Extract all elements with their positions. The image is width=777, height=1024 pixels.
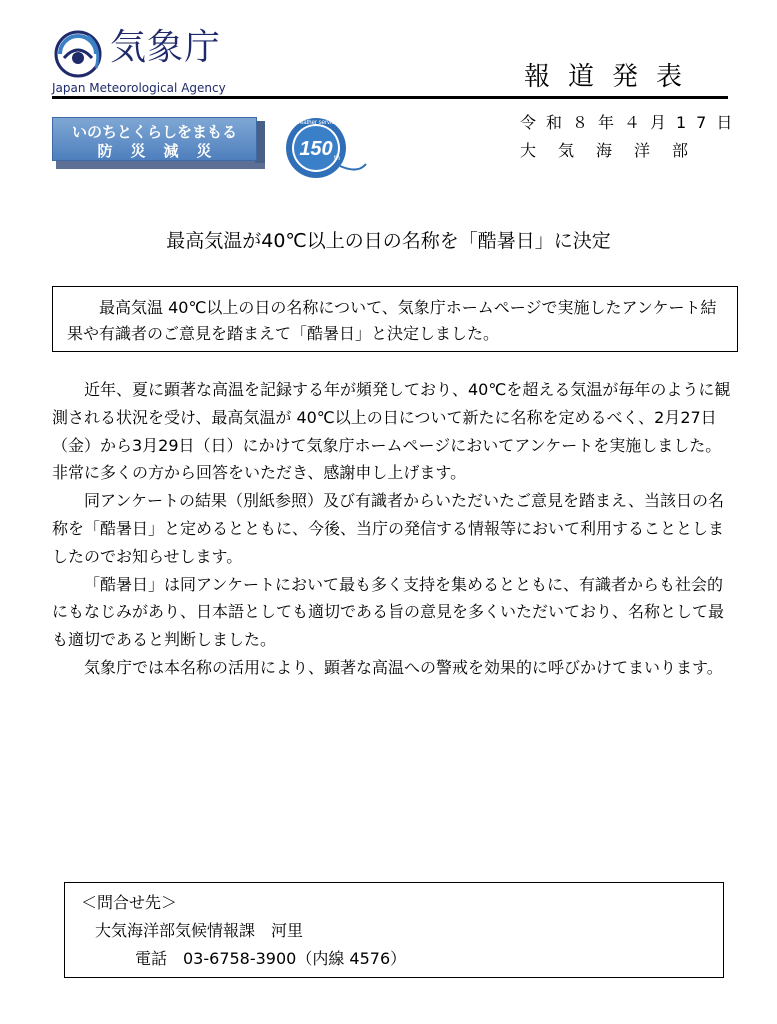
badge-suffix: th <box>334 155 340 162</box>
disaster-prevention-banner <box>52 117 265 169</box>
page-title: 最高気温が40℃以上の日の名称を「酷暑日」に決定 <box>166 230 611 252</box>
banner-line-2: 防災減災 <box>97 142 230 160</box>
banner-face <box>52 117 257 161</box>
agency-name-en: Japan Meteorological Agency <box>52 81 226 95</box>
body-paragraph: 気象庁では本名称の活用により、顕著な高温への警戒を効果的に呼びかけてまいります。 <box>84 657 723 677</box>
summary-box <box>52 286 738 352</box>
150th-anniversary-badge-icon <box>270 108 370 186</box>
body-text <box>52 376 736 682</box>
jma-logo-icon <box>52 28 104 80</box>
header-divider <box>52 96 728 99</box>
badge-arc-text: Weather service <box>294 120 338 126</box>
contact-office: 大気海洋部気候情報課 河里 <box>95 921 304 940</box>
document-type: 報道発表 <box>524 62 701 92</box>
contact-box <box>64 882 724 978</box>
body-paragraph: 近年、夏に顕著な高温を記録する年が頻発しており、40℃を超える気温が毎年のように観測される状況を受け、最高気温が 40℃以上の日について新たに名称を定めるべく、2月27日（金）から3月29日（日）にかけて気象庁ホームページにおいてアンケートを実施しました。非常に多くの方から回答をいただき、感謝申し上げます。 <box>52 380 731 483</box>
contact-phone: 電話 03-6758-3900（内線 4576） <box>135 949 407 968</box>
banner-shadow-bottom <box>56 160 265 169</box>
summary-text: 最高気温 40℃以上の日の名称について、気象庁ホームページで実施したアンケート結果や有識者のご意見を踏まえて「酷暑日」と決定しました。 <box>67 298 717 343</box>
badge-number: 150 <box>299 138 333 160</box>
body-paragraph: 「酷暑日」は同アンケートにおいて最も多く支持を集めるとともに、有識者からも社会的にもなじみがあり、日本語としても適切である旨の意見を多くいただいており、名称として最も適切であると判断しました。 <box>52 574 725 650</box>
contact-heading: ＜問合せ先＞ <box>81 893 178 912</box>
department-name: 大気海洋部 <box>520 141 711 160</box>
release-date: 令和８年４月17日 <box>520 113 743 132</box>
banner-line-1: いのちとくらしをまもる <box>71 123 237 141</box>
agency-name-jp: 気象庁 <box>110 27 222 68</box>
body-paragraph: 同アンケートの結果（別紙参照）及び有識者からいただいたご意見を踏まえ、当該日の名称を「酷暑日」と定めるとともに、今後、当庁の発信する情報等において利用することとしましたのでお知らせします。 <box>52 491 725 566</box>
